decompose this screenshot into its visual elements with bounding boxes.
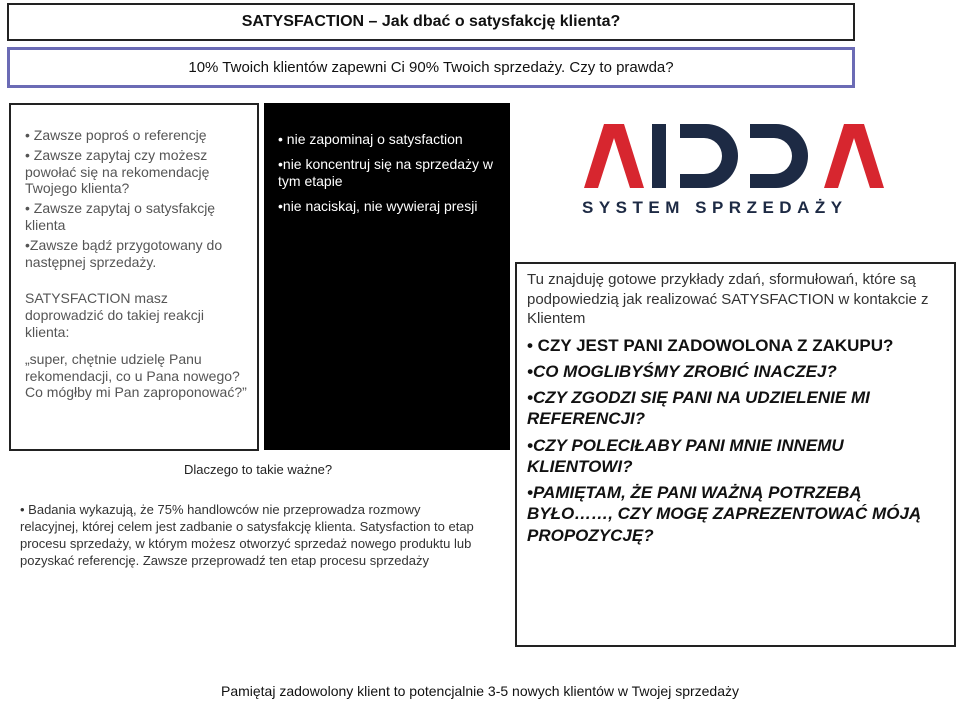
title-text: SATYSFACTION – Jak dbać o satysfakcję klienta? <box>241 13 621 30</box>
tips-list <box>25 127 249 270</box>
donts-box <box>264 103 510 450</box>
why-paragraph: • Badania wykazują, że 75% handlowców nie przeprowadza rozmowy relacyjnej, której celem jest zadbanie o satysfakcję klienta. Satysfaction to etap procesu sprzedaży, w którym możesz otworzyć sprzedaż nowego produktu lub pozyskać referencję. Zawsze przeprowadź ten etap procesu sprzedaży <box>20 502 474 568</box>
dont-item: •nie naciskaj, nie wywieraj presji <box>278 197 478 214</box>
logo-letter-i <box>652 124 666 188</box>
logo-tagline: SYSTEM SPRZEDAŻY <box>582 198 848 217</box>
footer-note: Pamiętaj zadowolony klient to potencjalnie 3-5 nowych klientów w Twojej sprzedaży <box>220 683 739 699</box>
aidda-logo <box>580 118 898 222</box>
reaction-paragraph: SATYSFACTION masz doprowadzić do takiej reakcji klienta: <box>25 290 204 340</box>
tip-item: • Zawsze zapytaj o satysfakcję klienta <box>25 200 216 233</box>
phrase-item: •CZY ZGODZI SIĘ PANI NA UDZIELENIE MI REFERENCJI? <box>527 388 870 429</box>
phrase-item: •CO MOGLIBYŚMY ZROBIĆ INACZEJ? <box>527 361 837 381</box>
phrase-item: •PAMIĘTAM, ŻE PANI WAŻNĄ POTRZEBĄ BYŁO……, CZY MOGĘ ZAPREZENTOWAĆ MÓJĄ PROPOZYCJĘ? <box>527 483 922 545</box>
tip-item: •Zawsze bądź przygotowany do następnej sprzedaży. <box>25 236 223 270</box>
why-heading: Dlaczego to takie ważne? <box>184 462 333 477</box>
logo-letter-a <box>584 124 644 188</box>
slide-title <box>7 3 855 41</box>
tip-item: • Zawsze poproś o referencję <box>25 127 207 143</box>
reaction-quote: „super, chętnie udzielę Panu rekomendacji, co u Pana nowego? Co mógłby mi Pan zaproponować?” <box>25 350 247 401</box>
tip-item: • Zawsze zapytaj czy możesz powołać się na rekomendację Twojego klienta? <box>25 146 210 197</box>
dont-item: •nie koncentruj się na sprzedaży w tym etapie <box>278 155 494 189</box>
phrase-item: •CZY POLECIŁABY PANI MNIE INNEMU KLIENTOWI? <box>527 435 844 476</box>
phrase-item: • CZY JEST PANI ZADOWOLONA Z ZAKUPU? <box>527 335 894 355</box>
donts-list <box>278 131 500 215</box>
subtitle-banner <box>7 47 855 88</box>
dont-item: • nie zapominaj o satysfaction <box>278 131 463 147</box>
subtitle-text: 10% Twoich klientów zapewni Ci 90% Twoich sprzedaży. Czy to prawda? <box>188 59 674 76</box>
phrases-box <box>515 262 956 647</box>
phrases-intro: Tu znajduję gotowe przykłady zdań, sformułowań, które są podpowiedzią jak realizować SATYSFACTION w kontakcie z Klientem <box>527 271 929 327</box>
tips-box <box>9 103 259 451</box>
logo-letter-a2 <box>824 124 884 188</box>
phrases-list <box>527 335 946 546</box>
logo-letter-d2 <box>750 124 808 188</box>
logo-letter-d1 <box>680 124 738 188</box>
